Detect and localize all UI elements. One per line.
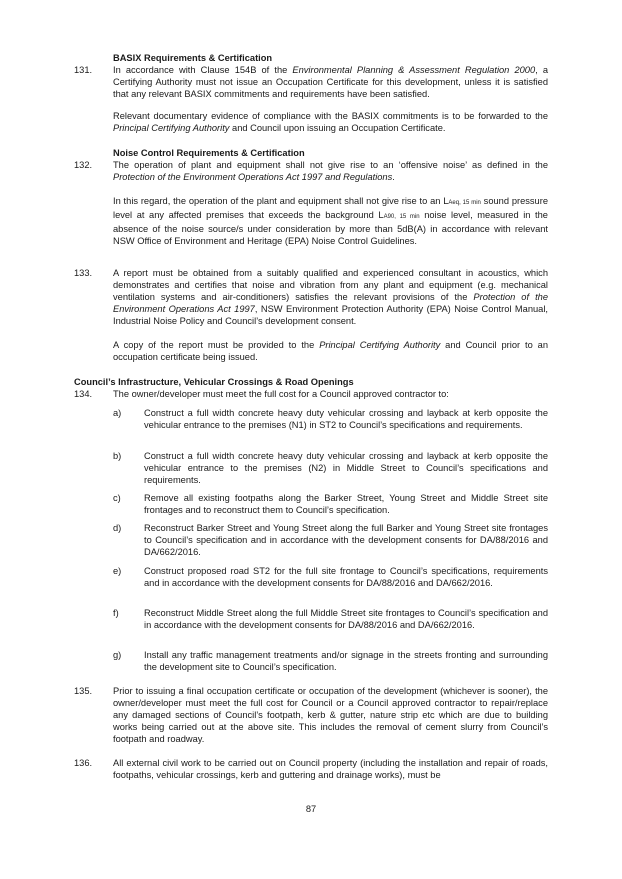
clause-number-131: 131. [74,65,93,75]
list-item-label: b) [113,451,122,461]
clause-131-text: In accordance with Clause 154B of the Environmental Planning & Assessment Regulation 2000, a Certifying Authority must not issue an Occupation Certificate for this development, unless it is satisfied that any relevant BASIX commitments and requirements have been satisfied. [113,65,548,100]
clause-number-134: 134. [74,389,93,399]
list-item: Construct a full width concrete heavy duty vehicular crossing and layback at kerb opposite the vehicular entrance to the premises (N2) in Middle Street to Council’s specifications and requirements. [144,451,548,486]
clause-134-text: The owner/developer must meet the full cost for a Council approved contractor to: [113,389,449,399]
clause-number-133: 133. [74,268,93,278]
list-item-label: a) [113,408,122,418]
list-item: Remove all existing footpaths along the Barker Street, Young Street and Middle Street site frontages and to reconstruct them to Council’s specification. [144,493,548,516]
clause-135-text: Prior to issuing a final occupation certificate or occupation of the development (whichever is sooner), the owner/developer must meet the full cost for Council or a Council approved contractor to repair/replace any damaged sections of Council’s footpath, kerb & gutter, nature strip etc which are due to building works being carried out at the above site. This includes the removal of cement slurry from Council’s footpath and roadway. [113,686,548,745]
clause-number-136: 136. [74,758,93,768]
list-item-label: d) [113,523,122,533]
list-item: Construct a full width concrete heavy duty vehicular crossing and layback at kerb opposite the vehicular entrance to the premises (N1) in ST2 to Council’s specifications and requirements. [144,408,548,431]
clause-number-135: 135. [74,686,93,696]
clause-133-paragraph-2: A copy of the report must be provided to the Principal Certifying Authority and Council prior to an occupation certificate being issued. [113,340,549,363]
clause-133-text: A report must be obtained from a suitably qualified and experienced consultant in acoustics, which demonstrates and certifies that noise and vibration from any plant and equipment (e.g. mechanical ventilation systems and air-conditioners) satisfies the relevant provisions of the Protection of the Environment Operations Act 1997, NSW Environment Protection Authority (EPA) Noise Control Manual, Industrial Noise Policy and Council’s development consent. [113,268,548,327]
clause-131-paragraph-2: Relevant documentary evidence of compliance with the BASIX commitments is to be forwarded to the Principal Certifying Authority and Council upon issuing an Occupation Certificate. [113,111,548,134]
list-item-label: g) [113,650,122,660]
list-item: Construct proposed road ST2 for the full site frontage to Council’s specifications, requirements and in accordance with the development consents for DA/88/2016 and DA/662/2016. [144,566,548,589]
list-item-label: e) [113,566,122,576]
page-number: 87 [305,804,317,814]
clause-136-text: All external civil work to be carried out on Council property (including the installation and repair of roads, footpaths, vehicular crossings, kerb and guttering and drainage works), must be [113,758,548,781]
clause-132-text: The operation of plant and equipment shall not give rise to an ‘offensive noise’ as defined in the Protection of the Environment Operations Act 1997 and Regulations. [113,160,548,183]
list-item-label: f) [113,608,119,618]
list-item: Reconstruct Middle Street along the full Middle Street site frontages to Council’s specification and in accordance with the development consents for DA/88/2016 and DA/662/2016. [144,608,548,631]
section-heading-noise: Noise Control Requirements & Certification [113,148,305,158]
list-item: Reconstruct Barker Street and Young Street along the full Barker and Young Street site frontages to Council’s specification and in accordance with the development consents for DA/88/2016 and DA/662/2016. [144,523,548,558]
list-item-label: c) [113,493,121,503]
clause-132-paragraph-2: In this regard, the operation of the plant and equipment shall not give rise to an LAeq, 15 min sound pressure level at any affected premises that exceeds the background LA90, 15 min noise level, measured in the absence of the noise source/s under consideration by more than 5dB(A) in accordance with relevant NSW Office of Environment and Heritage (EPA) Noise Control Guidelines. [113,196,548,247]
list-item: Install any traffic management treatments and/or signage in the streets fronting and surrounding the development site to Council’s specification. [144,650,548,673]
clause-number-132: 132. [74,160,93,170]
section-heading-infrastructure: Council’s Infrastructure, Vehicular Crossings & Road Openings [74,377,354,387]
section-heading-basix: BASIX Requirements & Certification [113,53,273,63]
